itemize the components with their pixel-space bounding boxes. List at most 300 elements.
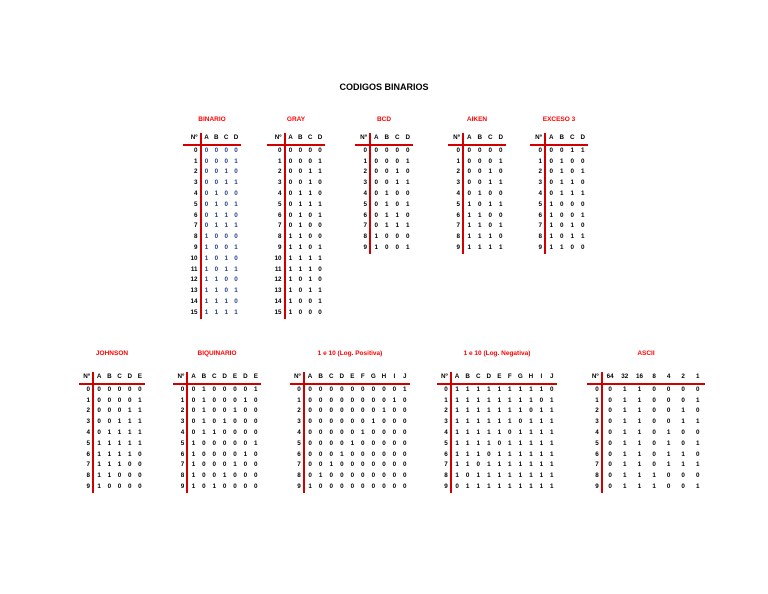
bit-cell: 0 [233,450,237,458]
bit-cell: 0 [288,168,293,176]
row-number: 5 [587,439,602,450]
bit-cell: 0 [570,243,574,251]
bit-cell: 1 [518,396,523,404]
bit-cell: 1 [465,461,470,469]
bit-cell: 1 [97,472,101,480]
header-cell: F [358,372,368,384]
bit-cell: 0 [395,200,399,208]
header-cell: B [462,372,473,384]
bit-cell: 0 [233,418,237,426]
bit-cell: 0 [681,482,685,490]
bit-cell: 0 [652,396,656,404]
row-number: 10 [183,254,201,265]
row-number: 4 [355,189,370,200]
bit-cell: 1 [559,168,564,176]
bit-cell: 0 [371,461,376,469]
bit-cell: 0 [254,396,258,404]
bit-cell: 0 [243,428,248,436]
bit-cell: 0 [580,157,585,165]
bit-cell: 1 [465,439,470,447]
header-cell: A [451,372,463,384]
bit-cell: 1 [395,222,399,230]
bit-cell: 0 [298,276,303,284]
bit-cell: 1 [204,287,209,295]
bit-cell: 1 [308,254,312,262]
table-row [79,482,145,493]
bit-cell: 0 [652,407,656,415]
ascii-block [587,350,705,500]
row-number: 7 [587,460,602,471]
bit-cell: 0 [318,407,323,415]
bit-cell: 1 [695,461,700,469]
bit-cell: 1 [97,439,101,447]
bit-cell: 1 [497,396,502,404]
bit-cell: 0 [318,179,322,187]
bit-cell: 1 [138,396,142,404]
row-number: 2 [355,167,370,178]
table-row [587,482,705,493]
bit-cell: 1 [117,418,122,426]
bit-cell: 0 [329,450,333,458]
table-row [183,254,241,265]
bit-cell: 1 [529,396,533,404]
bit-cell: 0 [477,157,482,165]
row-number: 6 [173,450,187,461]
table-row [183,275,241,286]
bit-cell: 1 [107,439,112,447]
bit-cell: 1 [191,450,196,458]
bit-cell: 0 [681,385,685,393]
header-cell: A [285,133,296,145]
bit-cell: 1 [204,265,209,273]
bit-cell: 1 [395,211,399,219]
bit-cell: 1 [204,254,209,262]
bit-cell: 0 [488,189,492,197]
bit-cell: 1 [476,450,480,458]
bit-cell: 1 [403,385,407,393]
header-number: Nº [267,133,285,145]
bit-cell: 0 [318,482,323,490]
bit-cell: 0 [233,428,237,436]
bit-cell: 0 [233,472,237,480]
bit-cell: 0 [318,276,322,284]
row-number: 6 [290,450,304,461]
table-row [355,189,413,200]
bit-cell: 1 [214,211,219,219]
bit-cell: 0 [350,418,355,426]
bit-cell: 0 [288,157,293,165]
table-row [530,200,588,211]
bit-cell: 0 [117,396,122,404]
bit-cell: 1 [550,439,554,447]
bit-cell: 1 [117,450,122,458]
bit-cell: 0 [350,385,355,393]
bit-cell: 0 [204,168,209,176]
bit-cell: 1 [202,407,206,415]
table-row [448,232,506,243]
bit-cell: 1 [623,407,627,415]
bit-cell: 0 [233,396,237,404]
row-number: 1 [355,157,370,168]
bit-cell: 0 [214,265,219,273]
row-number: 3 [290,417,304,428]
bit-cell: 1 [374,243,378,251]
row-number: 14 [183,297,201,308]
header-number: Nº [173,372,187,384]
bit-cell: 1 [350,439,355,447]
bit-cell: 1 [127,439,132,447]
biquinario-block [173,350,261,500]
bit-cell: 0 [308,418,312,426]
header-cell: B [295,133,305,145]
johnson-table [79,372,145,493]
row-number: 0 [267,145,285,157]
bit-cell: 0 [361,461,365,469]
table-row [437,482,557,493]
row-number: 4 [290,428,304,439]
table-header-row [587,372,705,384]
row-number: 8 [290,471,304,482]
bit-cell: 0 [608,418,612,426]
bit-cell: 0 [212,396,217,404]
bit-cell: 0 [549,179,553,187]
bcd-table [355,133,413,254]
bit-cell: 0 [403,472,407,480]
row-number: 9 [587,482,602,493]
bit-cell: 1 [233,461,237,469]
row-number: 4 [183,189,201,200]
table-row [173,460,261,471]
bit-cell: 0 [254,482,258,490]
bit-cell: 1 [518,482,523,490]
bcd-block [355,116,413,266]
bit-cell: 0 [508,428,512,436]
bit-cell: 0 [681,439,685,447]
table-row [79,406,145,417]
header-cell: 1 [690,372,705,384]
bit-cell: 0 [222,461,227,469]
bit-cell: 0 [138,482,142,490]
bit-cell: 0 [318,418,323,426]
table-row [183,286,241,297]
bit-cell: 1 [559,157,564,165]
table-header-row [267,133,325,145]
bit-cell: 0 [127,396,132,404]
header-cell: I [389,372,399,384]
log-negativa-table [437,372,557,493]
bit-cell: 1 [559,189,564,197]
bit-cell: 1 [224,297,228,305]
bit-cell: 0 [308,428,312,436]
table-row [355,243,413,254]
table-row [355,145,413,157]
row-number: 4 [587,428,602,439]
bit-cell: 0 [329,482,333,490]
bit-cell: 1 [487,439,491,447]
bit-cell: 1 [549,211,553,219]
bit-cell: 0 [308,211,312,219]
table-row [587,417,705,428]
header-cell: E [347,372,358,384]
bit-cell: 1 [214,276,219,284]
header-cell: C [392,133,403,145]
bit-cell: 0 [214,157,219,165]
bit-cell: 0 [308,472,312,480]
row-number: 0 [448,145,463,157]
table-row [267,189,325,200]
bit-cell: 1 [318,472,323,480]
bit-cell: 0 [254,418,258,426]
bit-cell: 1 [384,211,389,219]
bit-cell: 1 [107,428,112,436]
bit-cell: 1 [243,396,248,404]
table-row [437,450,557,461]
bit-cell: 0 [222,407,227,415]
bit-cell: 0 [127,472,132,480]
bit-cell: 0 [127,482,132,490]
bit-cell: 0 [329,472,333,480]
header-cell: B [475,133,486,145]
row-number: 2 [437,406,451,417]
bit-cell: 1 [214,308,219,316]
row-number: 9 [530,243,545,254]
header-cell: D [578,133,589,145]
bit-cell: 0 [329,428,333,436]
bit-cell: 1 [550,428,554,436]
bit-cell: 0 [498,233,503,241]
bit-cell: 0 [308,450,312,458]
row-number: 5 [267,200,285,211]
bit-cell: 0 [382,461,386,469]
row-number: 1 [79,396,93,407]
bit-cell: 0 [549,146,553,154]
table-row [448,243,506,254]
bit-cell: 0 [329,385,333,393]
bit-cell: 1 [395,168,399,176]
bit-cell: 1 [487,396,491,404]
bit-cell: 1 [550,482,554,490]
header-cell: D [337,372,348,384]
bit-cell: 0 [214,233,219,241]
bit-cell: 1 [107,461,112,469]
bit-cell: 0 [191,418,196,426]
table-row [437,471,557,482]
row-number: 9 [183,243,201,254]
bit-cell: 1 [652,482,656,490]
row-number: 9 [355,243,370,254]
bit-cell: 0 [243,472,248,480]
bit-cell: 1 [539,439,544,447]
header-cell: C [209,372,219,384]
bit-cell: 0 [222,482,227,490]
table-row [448,200,506,211]
bit-cell: 0 [138,461,142,469]
table-row [437,396,557,407]
bit-cell: 0 [570,211,574,219]
table-row [267,275,325,286]
header-cell: B [199,372,209,384]
bit-cell: 0 [138,472,142,480]
table-row [79,439,145,450]
bit-cell: 1 [204,308,209,316]
bit-cell: 1 [476,407,480,415]
table-row [587,471,705,482]
bit-cell: 0 [350,461,355,469]
bit-cell: 0 [191,385,196,393]
table-row [183,145,241,157]
bit-cell: 1 [288,265,293,273]
bit-cell: 0 [529,407,533,415]
table-row [290,460,410,471]
bit-cell: 1 [487,407,491,415]
row-number: 1 [183,157,201,168]
row-number: 3 [267,178,285,189]
bit-cell: 1 [455,418,459,426]
table-row [173,471,261,482]
bit-cell: 0 [455,482,459,490]
bit-cell: 1 [308,168,312,176]
bit-cell: 1 [498,222,503,230]
bit-cell: 0 [405,189,410,197]
header-cell: J [400,372,410,384]
bit-cell: 1 [529,472,533,480]
bit-cell: 1 [488,200,492,208]
bit-cell: 0 [498,211,503,219]
bit-cell: 0 [477,179,482,187]
row-number: 8 [183,232,201,243]
bit-cell: 1 [234,222,238,230]
aiken-block [448,116,506,266]
bit-cell: 0 [222,385,227,393]
table-row [290,417,410,428]
bit-cell: 1 [681,407,685,415]
header-cell: D [484,372,495,384]
bit-cell: 0 [97,396,101,404]
bit-cell: 1 [529,461,533,469]
bit-cell: 1 [623,450,627,458]
bit-cell: 1 [476,428,480,436]
bit-cell: 1 [308,482,312,490]
bit-cell: 1 [518,407,523,415]
bit-cell: 1 [465,450,470,458]
row-number: 4 [530,189,545,200]
bit-cell: 1 [539,407,544,415]
bit-cell: 1 [518,450,523,458]
table-row [173,396,261,407]
bit-cell: 0 [224,146,228,154]
header-cell: B [104,372,114,384]
bit-cell: 1 [476,482,480,490]
row-number: 0 [437,384,451,396]
bit-cell: 1 [508,461,512,469]
header-cell: C [305,133,315,145]
bit-cell: 0 [318,461,323,469]
table-row [183,167,241,178]
bit-cell: 1 [487,482,491,490]
bit-cell: 1 [695,439,700,447]
bit-cell: 0 [212,461,217,469]
bit-cell: 1 [107,472,112,480]
bit-cell: 0 [204,222,209,230]
bit-cell: 0 [498,146,503,154]
table-row [79,471,145,482]
bit-cell: 0 [318,439,323,447]
bit-cell: 1 [308,189,312,197]
row-number: 5 [355,200,370,211]
bit-cell: 0 [666,407,671,415]
bit-cell: 0 [340,396,344,404]
bit-cell: 0 [318,265,322,273]
header-cell: A [304,372,316,384]
bit-cell: 1 [508,439,512,447]
table-row [267,221,325,232]
bit-cell: 0 [608,472,612,480]
bit-cell: 0 [361,482,365,490]
row-number: 13 [183,286,201,297]
biquinario-table [173,372,261,493]
bit-cell: 1 [234,308,238,316]
bit-cell: 1 [666,450,671,458]
bit-cell: 0 [298,179,303,187]
bit-cell: 0 [204,179,209,187]
bit-cell: 1 [138,418,142,426]
bit-cell: 0 [212,472,217,480]
bit-cell: 1 [308,200,312,208]
bit-cell: 1 [455,428,459,436]
bit-cell: 1 [202,428,206,436]
bit-cell: 0 [127,385,132,393]
bit-cell: 0 [580,179,585,187]
bit-cell: 1 [637,439,642,447]
bit-cell: 0 [254,407,258,415]
table-row [437,406,557,417]
bit-cell: 1 [476,385,480,393]
bit-cell: 1 [580,211,585,219]
row-number: 15 [183,308,201,319]
bit-cell: 1 [204,243,209,251]
bit-cell: 0 [467,168,471,176]
bit-cell: 0 [374,200,378,208]
table-row [173,384,261,396]
bit-cell: 0 [371,482,376,490]
row-number: 6 [267,211,285,222]
bit-cell: 0 [361,418,365,426]
row-number: 3 [183,178,201,189]
bit-cell: 1 [465,482,470,490]
row-number: 9 [173,482,187,493]
bit-cell: 1 [127,428,132,436]
bit-cell: 1 [467,200,471,208]
header-cell: A [463,133,475,145]
bit-cell: 0 [107,396,112,404]
bit-cell: 0 [308,243,312,251]
header-cell: A [545,133,557,145]
bit-cell: 0 [361,439,365,447]
row-number: 15 [267,308,285,319]
bit-cell: 0 [476,461,480,469]
bit-cell: 1 [318,297,322,305]
bit-cell: 1 [392,396,397,404]
row-number: 8 [448,232,463,243]
bit-cell: 0 [234,146,238,154]
row-number: 0 [530,145,545,157]
bit-cell: 0 [361,407,365,415]
bit-cell: 1 [455,385,459,393]
bit-cell: 1 [497,418,502,426]
row-number: 1 [530,157,545,168]
row-number: 10 [267,254,285,265]
bit-cell: 0 [329,396,333,404]
